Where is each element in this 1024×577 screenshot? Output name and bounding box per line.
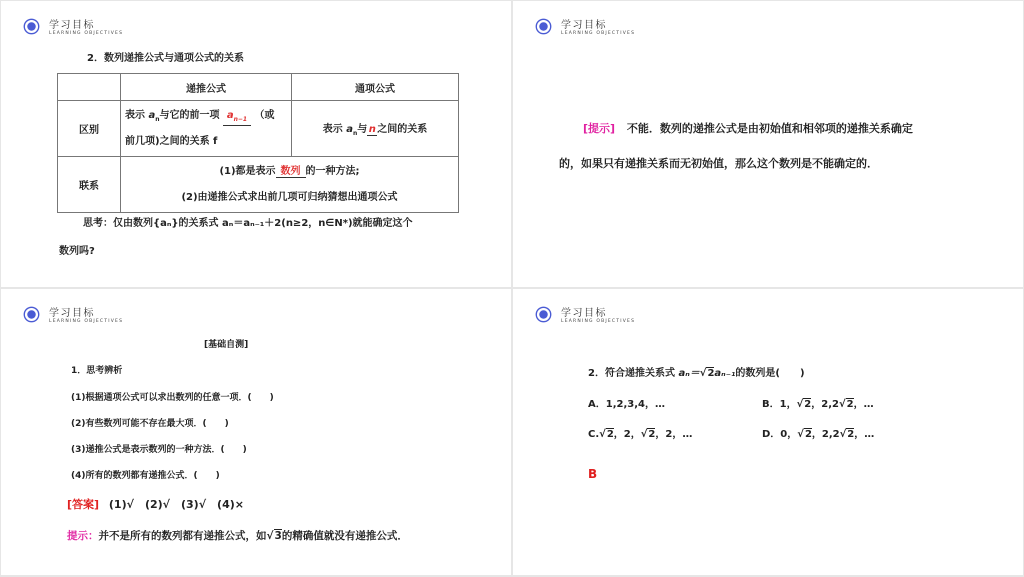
hint-line <box>67 528 408 543</box>
question-2: (2)有些数列可能不存在最大项．( ) <box>71 419 229 429</box>
question-heading: 1．思考辨析 <box>71 366 123 376</box>
hint-text-b: 的精确值就没有递推公式． <box>281 530 408 542</box>
slide-4 <box>513 289 1023 575</box>
sqrt-symbol: √2 <box>839 429 855 440</box>
table-cell-recursive-desc <box>121 101 292 157</box>
cell-text: （或 <box>254 109 275 121</box>
opt-text: C. <box>588 429 600 440</box>
hint-text-a: 并不是所有的数列都有递推公式，如 <box>98 530 267 542</box>
sqrt-symbol: √2 <box>838 399 854 410</box>
radicand: 2 <box>804 399 812 410</box>
cell-text: 前几项)之间的关系 f <box>125 135 218 147</box>
section-title: [基础自测] <box>204 340 249 350</box>
answer-line <box>67 496 244 512</box>
question-3: (3)递推公式是表示数列的一种方法．( ) <box>71 445 247 455</box>
var-sub: n <box>155 115 160 123</box>
opt-text: B．1， <box>762 399 797 410</box>
answer-sub: n−1 <box>233 115 248 123</box>
answer-blank <box>223 110 251 126</box>
stem-text: 2．符合递推关系式 <box>588 368 675 379</box>
logo-icon <box>23 18 40 35</box>
opt-text: ，… <box>853 399 874 410</box>
table-row-label-difference: 区别 <box>58 101 121 157</box>
relation-table <box>57 73 459 213</box>
answer-letter: B <box>588 467 598 481</box>
radicand: 2 <box>606 429 614 440</box>
radicand: 2 <box>846 399 854 410</box>
answer-var: a <box>226 109 234 121</box>
think-question-line-2: 数列吗? <box>59 246 95 257</box>
table-cell-connection <box>121 157 459 213</box>
radicand: 3 <box>274 530 282 542</box>
hint-text: 不能．数列的递推公式是由初始值和相邻项的递推关系确定 <box>626 122 913 135</box>
logo-icon <box>535 18 552 35</box>
cell-text: 表示 <box>125 109 145 121</box>
header-subtitle: LEARNING OBJECTIVES <box>49 31 124 36</box>
hint-line-2: 的，如果只有递推关系而无初始值，那么这个数列是不能确定的． <box>559 157 878 170</box>
stem-text: 的数列是( ) <box>735 368 805 379</box>
radicand: 2 <box>847 429 855 440</box>
header-subtitle: LEARNING OBJECTIVES <box>561 31 636 36</box>
question-stem <box>588 364 805 379</box>
option-a: A．1,2,3,4，… <box>588 399 665 410</box>
table-header-recursive: 递推公式 <box>121 74 292 101</box>
logo-icon <box>535 306 552 323</box>
header-title: 学习目标 <box>49 20 95 31</box>
sqrt-symbol: √2 <box>640 429 656 440</box>
answer-blank: n <box>368 124 376 135</box>
hint-tag: [提示] <box>583 122 616 135</box>
sqrt-symbol: √2 <box>599 429 614 440</box>
logo-icon <box>23 306 40 323</box>
radicand: 2 <box>804 429 812 440</box>
cell-text: (1)都是表示 <box>219 165 276 177</box>
header-subtitle: LEARNING OBJECTIVES <box>49 319 124 324</box>
option-d <box>762 425 874 440</box>
cell-text: (2)由递推公式求出前几项可归纳猜想出通项公式 <box>181 191 398 203</box>
hint-line-1 <box>583 120 913 136</box>
table-corner-cell <box>58 74 121 101</box>
stem-var: aₙ＝ <box>678 368 700 379</box>
var-a: a <box>346 124 353 135</box>
stem-var: aₙ₋₁ <box>714 368 736 379</box>
var-a: a <box>148 109 156 121</box>
answer-tag: [答案] <box>67 498 100 511</box>
section-title: 2．数列递推公式与通项公式的关系 <box>87 53 244 64</box>
table-header-general: 通项公式 <box>292 74 459 101</box>
opt-text: ，2,2 <box>811 429 840 440</box>
slide-1 <box>1 1 511 287</box>
answer-blank: 数列 <box>276 166 306 178</box>
radicand: 2 <box>707 368 715 379</box>
header-title: 学习目标 <box>561 20 607 31</box>
radicand: 2 <box>648 429 656 440</box>
cell-text: 表示 <box>322 124 343 135</box>
opt-text: ，2,2 <box>811 399 839 410</box>
opt-text: ，2， <box>613 429 641 440</box>
hint-tag: 提示： <box>67 530 99 542</box>
answer-text: (1)√ (2)√ (3)√ (4)× <box>108 498 244 511</box>
think-question-line-1: 思考：仅由数列{aₙ}的关系式 aₙ＝aₙ₋₁＋2(n≥2，n∈N*)就能确定这个 <box>83 218 413 229</box>
slide-2 <box>513 1 1023 287</box>
table-cell-general-desc: 表示 $a_n$与n之间的关系 <box>292 101 459 157</box>
slide-3 <box>1 289 511 575</box>
table-row-label-connection: 联系 <box>58 157 121 213</box>
question-4: (4)所有的数列都有递推公式．( ) <box>71 471 220 481</box>
cell-text: 之间的关系 <box>377 124 428 135</box>
opt-text: D．0， <box>762 429 798 440</box>
header-title: 学习目标 <box>49 308 95 319</box>
sqrt-symbol: √2 <box>796 399 812 410</box>
sqrt-symbol: √3 <box>266 530 282 542</box>
sqrt-symbol: √2 <box>699 368 715 379</box>
header-subtitle: LEARNING OBJECTIVES <box>561 319 636 324</box>
var-sub: n <box>352 130 358 137</box>
cell-text: 的一种方法; <box>305 165 360 177</box>
cell-text: 与它的前一项 <box>159 109 220 121</box>
sqrt-symbol: √2 <box>797 429 812 440</box>
header-title: 学习目标 <box>561 308 607 319</box>
opt-text: ，… <box>854 429 875 440</box>
opt-text: ，2，… <box>655 429 693 440</box>
option-b <box>762 395 874 410</box>
question-1: (1)根据通项公式可以求出数列的任意一项．( ) <box>71 393 274 403</box>
option-c <box>588 425 692 440</box>
